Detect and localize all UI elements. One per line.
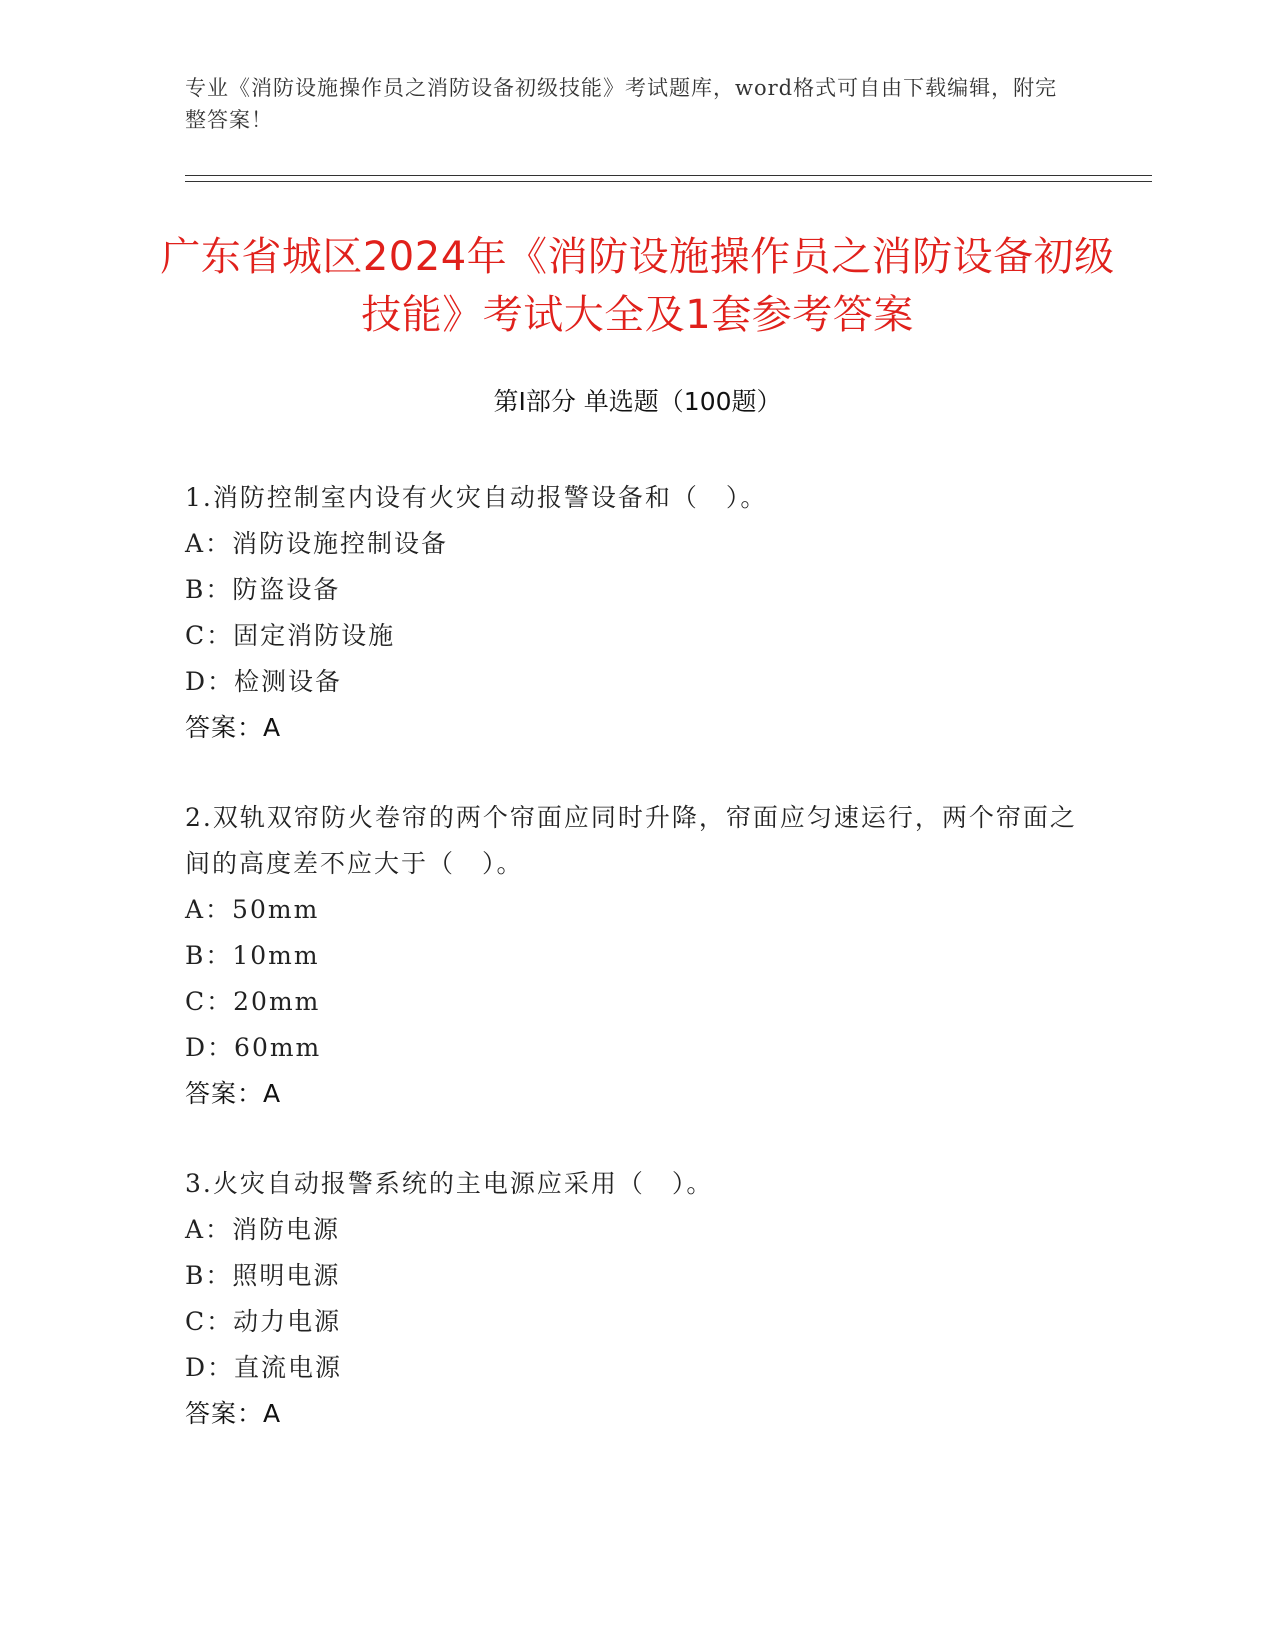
- answer-line: 答案：A: [185, 1399, 282, 1428]
- option-a: A：50mm: [185, 895, 320, 924]
- option-b: B：照明电源: [185, 1261, 341, 1290]
- option-a: A：消防设施控制设备: [185, 529, 449, 558]
- option-c: C：固定消防设施: [185, 621, 396, 650]
- header-divider-top: [185, 175, 1152, 176]
- question-stem: 1.消防控制室内设有火灾自动报警设备和（ ）。: [185, 483, 768, 512]
- option-b: B：防盗设备: [185, 575, 341, 604]
- option-d: D：60mm: [185, 1033, 322, 1062]
- answer-line: 答案：A: [185, 1079, 282, 1108]
- header-divider-bottom: [185, 181, 1152, 182]
- question-list: [185, 475, 1085, 1481]
- option-c: C：动力电源: [185, 1307, 342, 1336]
- answer-line: 答案：A: [185, 713, 282, 742]
- option-a: A：消防电源: [185, 1215, 341, 1244]
- header-note: 专业《消防设施操作员之消防设备初级技能》考试题库，word格式可自由下载编辑，附完整答案！: [185, 76, 1058, 132]
- question-item: [185, 475, 1085, 751]
- document-title: 广东省城区2024年《消防设施操作员之消防设备初级技能》考试大全及1套参考答案: [160, 234, 1115, 338]
- question-item: [185, 1161, 1085, 1437]
- option-d: D：直流电源: [185, 1353, 343, 1382]
- option-b: B：10mm: [185, 941, 320, 970]
- question-stem: 2.双轨双帘防火卷帘的两个帘面应同时升降，帘面应匀速运行，两个帘面之间的高度差不应大于（ ）。: [185, 803, 1077, 878]
- question-item: [185, 795, 1085, 1117]
- option-c: C：20mm: [185, 987, 321, 1016]
- question-stem: 3.火灾自动报警系统的主电源应采用（ ）。: [185, 1169, 714, 1198]
- option-d: D：检测设备: [185, 667, 343, 696]
- section-title: 第I部分 单选题（100题）: [493, 387, 782, 416]
